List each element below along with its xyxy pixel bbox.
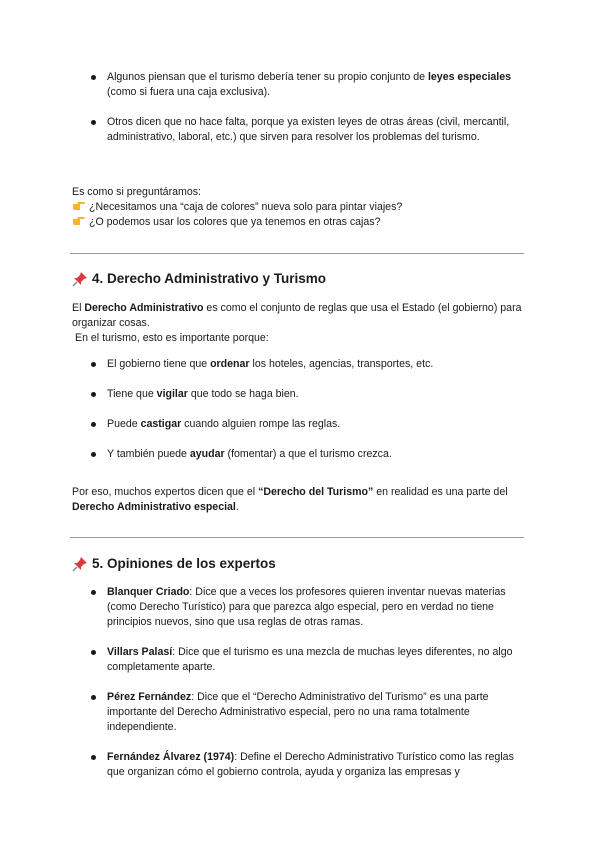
- bullet-dot: [91, 452, 96, 457]
- pushpin-icon: [72, 556, 88, 572]
- section-heading: 4. Derecho Administrativo y Turismo: [72, 270, 326, 288]
- bullet-dot: [91, 755, 96, 760]
- question-lead: Es como si preguntáramos:: [72, 186, 201, 198]
- section4-intro: El Derecho Administrativo es como el conjunto de reglas que usa el Estado (el gobierno) para organizar cosas. En el turismo, esto es importante porque:: [72, 301, 532, 346]
- bullet-dot: [91, 422, 96, 427]
- question-block: [72, 185, 532, 230]
- list-item: Otros dicen que no hace falta, porque ya existen leyes de otras áreas (civil, mercantil, administrativo, laboral, etc.) que sirven para resolver los problemas del turismo.: [88, 115, 528, 145]
- pointing-hand-icon: [72, 215, 86, 227]
- section-heading: 5. Opiniones de los expertos: [72, 555, 276, 573]
- question-line: ¿Necesitamos una “caja de colores” nueva solo para pintar viajes?: [72, 200, 532, 215]
- bullet-dot: [91, 695, 96, 700]
- list-item: El gobierno tiene que ordenar los hoteles, agencias, transportes, etc.: [88, 357, 528, 372]
- list-item: Villars Palasí: Dice que el turismo es una mezcla de muchas leyes diferentes, no algo completamente aparte.: [88, 645, 528, 675]
- list-item: Puede castigar cuando alguien rompe las reglas.: [88, 417, 528, 432]
- pointing-hand-icon: [72, 200, 86, 212]
- section5-bullet-list: [88, 585, 528, 780]
- list-item: Y también puede ayudar (fomentar) a que el turismo crezca.: [88, 447, 528, 462]
- question-line: ¿O podemos usar los colores que ya tenemos en otras cajas?: [72, 215, 532, 230]
- bullet-dot: [91, 590, 96, 595]
- section4-intro-line2: En el turismo, esto es importante porque:: [75, 332, 269, 344]
- bullet-dot: [91, 362, 96, 367]
- list-item: Blanquer Criado: Dice que a veces los profesores quieren inventar nuevas materias (como Derecho Turístico) para que parezca algo especial, pero en verdad no tiene principios nuevos, sino que usa reglas de otras ramas.: [88, 585, 528, 630]
- section4-bullet-list: [88, 357, 528, 462]
- list-item: Algunos piensan que el turismo debería tener su propio conjunto de leyes especiales (como si fuera una caja exclusiva).: [88, 70, 528, 100]
- pushpin-icon: [72, 271, 88, 287]
- divider: [70, 253, 524, 254]
- bullet-dot: [91, 75, 96, 80]
- list-item: Tiene que vigilar que todo se haga bien.: [88, 387, 528, 402]
- list-item: Pérez Fernández: Dice que el “Derecho Administrativo del Turismo” es una parte importante del Derecho Administrativo especial, pero no una rama totalmente independiente.: [88, 690, 528, 735]
- bullet-dot: [91, 120, 96, 125]
- bullet-dot: [91, 392, 96, 397]
- intro-bullet-list: [88, 70, 528, 145]
- list-item: Fernández Álvarez (1974): Define el Derecho Administrativo Turístico como las reglas que organizan cómo el gobierno controla, ayuda y organiza las empresas y: [88, 750, 528, 780]
- bullet-dot: [91, 650, 96, 655]
- section4-closing: Por eso, muchos expertos dicen que el “Derecho del Turismo” en realidad es una parte del Derecho Administrativo especial.: [72, 486, 508, 513]
- divider: [70, 537, 524, 538]
